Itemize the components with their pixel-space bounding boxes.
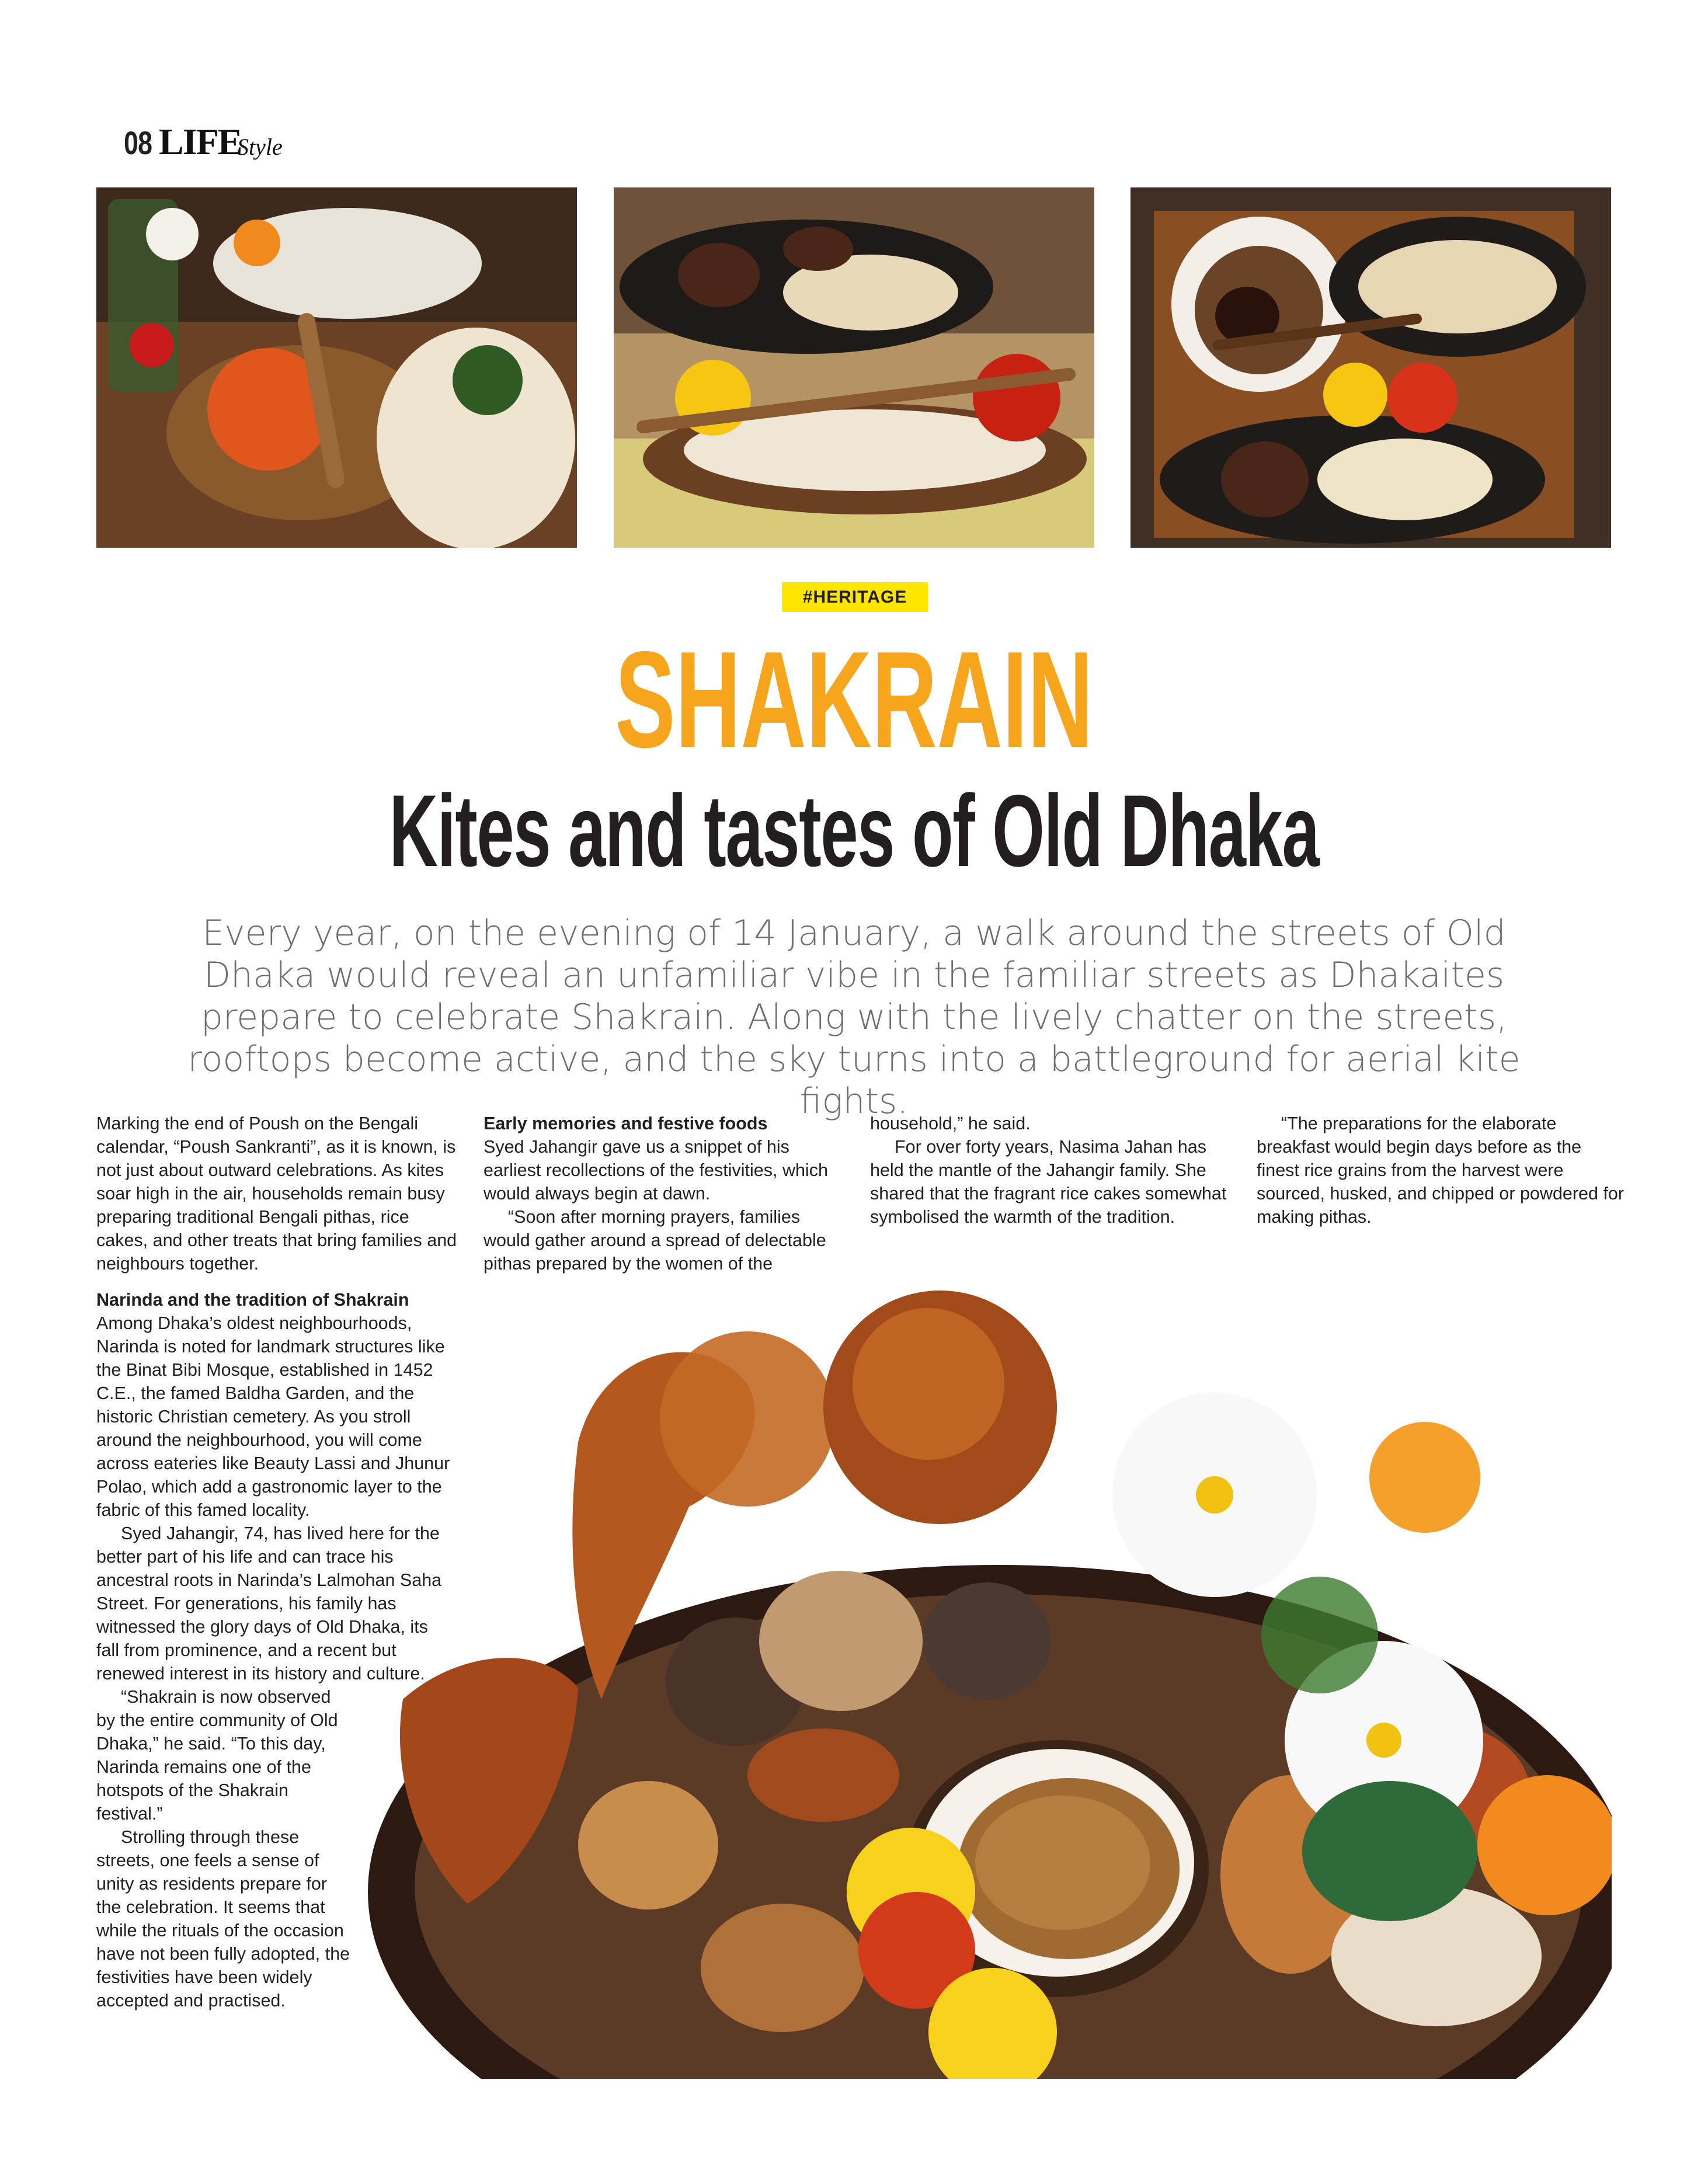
photo-payesh-bowl — [614, 187, 1094, 548]
article-column-4 — [1257, 1112, 1624, 1229]
paragraph: Marking the end of Poush on the Bengali calendar, “Poush Sankranti”, as it is known, is not just about outward celebrations. As kites soar high in the air, households remain busy preparing traditional Bengali pithas, rice cakes, and other treats that bring families and neighbours together. — [96, 1114, 457, 1274]
brand-logo-sub: Style — [237, 134, 283, 160]
paragraph: For over forty years, Nasima Jahan has held the mantle of the Jahangir family. She shared that the fragrant rice cakes somewhat symbolised the warmth of the tradition. — [870, 1137, 1227, 1227]
photo-pitha-platter — [327, 1232, 1612, 2079]
paragraph: household,” he said. — [870, 1114, 1031, 1133]
headline: SHAKRAIN — [615, 622, 1093, 776]
lede-paragraph: Every year, on the evening of 14 January, a walk around the streets of Old Dhaka would reveal an unfamiliar vibe in the familiar streets as Dhakaites prepare to celebrate Shakrain. Along with the lively chatter on the streets, rooftops become active, and the sky turns into a battleground for aerial kite fights. — [187, 913, 1521, 1122]
section-heading: Narinda and the tradition of Shakrain — [96, 1290, 409, 1310]
brand-logo: LIFE — [159, 121, 242, 162]
paragraph: “Soon after morning prayers, families would gather around a spread of delectable pithas prepared by the women of the — [483, 1207, 826, 1274]
photo-coconut-pitha — [1130, 187, 1611, 548]
paragraph: Among Dhaka’s oldest neighbourhoods, Narinda is noted for landmark structures like the Binat Bibi Mosque, established in 1452 C.E., the famed Baldha Garden, and the historic Christian cemetery. As you stroll around the neighbourhood, you will come across eateries like Beauty Lassi and Jhunur Polao, which add a gastronomic layer to the fabric of this famed locality. — [96, 1313, 450, 1520]
paragraph: Syed Jahangir, 74, has lived here for the better part of his life and can trace his ancestral roots in Narinda’s Lalmohan Saha Street. For generations, his family has witnessed the glory days of Old Dhaka, its fall from prominence, and a recent but renewed interest in its history and culture. — [96, 1523, 442, 1683]
paragraph: “The preparations for the elaborate breakfast would begin days before as the finest rice grains from the harvest were sourced, husked, and chipped or powdered for making pithas. — [1257, 1114, 1624, 1227]
article-column-1 — [96, 1112, 458, 2012]
page-number: 08 — [124, 124, 152, 161]
photo-pitha-tomato — [96, 187, 577, 548]
article-column-2 — [483, 1112, 846, 1275]
paragraph: Strolling through these streets, one feels a sense of unity as residents prepare for the celebration. It seems that while the rituals of the occasion have not been fully adopted, the festivities have been widely accepted and practised. — [96, 1827, 350, 2010]
article-column-3 — [870, 1112, 1232, 1229]
paragraph: “Shakrain is now observed by the entire community of Old Dhaka,” he said. “To this day, Narinda remains one of the hotspots of the Shakrain festival.” — [96, 1687, 338, 1824]
section-heading: Early memories and festive foods — [483, 1114, 768, 1133]
section-tag: #HERITAGE — [782, 582, 928, 612]
paragraph: Syed Jahangir gave us a snippet of his earliest recollections of the festivities, which would always begin at dawn. — [483, 1137, 828, 1203]
subheadline: Kites and tastes of Old Dhaka — [389, 774, 1319, 888]
